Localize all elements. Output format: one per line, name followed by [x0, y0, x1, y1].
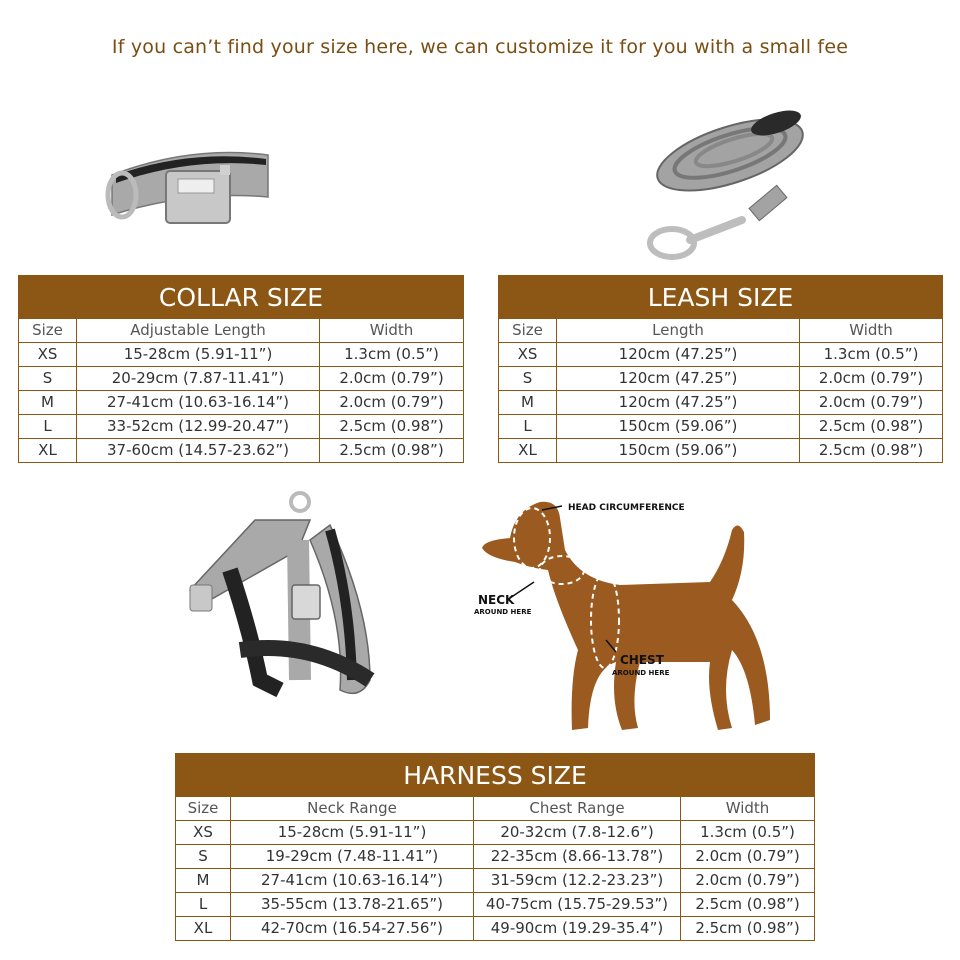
size-cell: XL: [176, 917, 231, 941]
neck-cell: 15-28cm (5.91-11”): [231, 821, 474, 845]
size-cell: L: [499, 415, 557, 439]
head-label: HEAD CIRCUMFERENCE: [568, 503, 685, 513]
width-cell: 2.0cm (0.79”): [800, 367, 943, 391]
length-cell: 33-52cm (12.99-20.47”): [77, 415, 320, 439]
length-cell: 37-60cm (14.57-23.62”): [77, 439, 320, 463]
neck-cell: 27-41cm (10.63-16.14”): [231, 869, 474, 893]
size-cell: XS: [499, 343, 557, 367]
table-row: [19, 415, 464, 439]
length-cell: 150cm (59.06”): [557, 415, 800, 439]
length-cell: 15-28cm (5.91-11”): [77, 343, 320, 367]
width-cell: 2.5cm (0.98”): [800, 439, 943, 463]
harness-header-chest: Chest Range: [474, 797, 681, 821]
length-cell: 20-29cm (7.87-11.41”): [77, 367, 320, 391]
table-row: [19, 367, 464, 391]
size-cell: XS: [19, 343, 77, 367]
width-cell: 2.5cm (0.98”): [800, 415, 943, 439]
width-cell: 1.3cm (0.5”): [681, 821, 815, 845]
leash-header-length: Length: [557, 319, 800, 343]
length-cell: 120cm (47.25”): [557, 343, 800, 367]
size-cell: M: [19, 391, 77, 415]
table-row: [499, 415, 943, 439]
collar-image: [100, 135, 280, 235]
neck-cell: 42-70cm (16.54-27.56”): [231, 917, 474, 941]
width-cell: 2.5cm (0.98”): [320, 415, 464, 439]
length-cell: 120cm (47.25”): [557, 367, 800, 391]
width-cell: 2.0cm (0.79”): [320, 367, 464, 391]
length-cell: 120cm (47.25”): [557, 391, 800, 415]
chest-cell: 31-59cm (12.2-23.23”): [474, 869, 681, 893]
table-row: [19, 439, 464, 463]
table-row: [176, 893, 815, 917]
width-cell: 2.5cm (0.98”): [681, 917, 815, 941]
width-cell: 2.0cm (0.79”): [320, 391, 464, 415]
harness-header-size: Size: [176, 797, 231, 821]
length-cell: 150cm (59.06”): [557, 439, 800, 463]
width-cell: 1.3cm (0.5”): [800, 343, 943, 367]
size-cell: L: [19, 415, 77, 439]
table-row: [499, 439, 943, 463]
table-row: [19, 391, 464, 415]
chest-sub-label: AROUND HERE: [612, 669, 670, 677]
size-cell: XL: [499, 439, 557, 463]
harness-image: [180, 490, 390, 715]
table-row: [499, 391, 943, 415]
width-cell: 2.0cm (0.79”): [681, 869, 815, 893]
harness-table-title: HARNESS SIZE: [176, 754, 815, 797]
collar-header-width: Width: [320, 319, 464, 343]
harness-size-table: [175, 753, 815, 941]
width-cell: 2.0cm (0.79”): [681, 845, 815, 869]
neck-sub-label: AROUND HERE: [474, 608, 532, 616]
size-cell: XS: [176, 821, 231, 845]
chest-cell: 20-32cm (7.8-12.6”): [474, 821, 681, 845]
table-row: [176, 845, 815, 869]
size-cell: S: [176, 845, 231, 869]
collar-table-title: COLLAR SIZE: [19, 276, 464, 319]
harness-header-width: Width: [681, 797, 815, 821]
chest-label: CHEST: [620, 653, 664, 667]
size-cell: M: [176, 869, 231, 893]
chest-cell: 49-90cm (19.29-35.4”): [474, 917, 681, 941]
neck-label: NECK: [478, 593, 515, 607]
chest-cell: 40-75cm (15.75-29.53”): [474, 893, 681, 917]
chest-cell: 22-35cm (8.66-13.78”): [474, 845, 681, 869]
leash-image: [630, 95, 820, 270]
neck-cell: 19-29cm (7.48-11.41”): [231, 845, 474, 869]
harness-header-neck: Neck Range: [231, 797, 474, 821]
table-row: [176, 917, 815, 941]
size-cell: S: [19, 367, 77, 391]
table-row: [19, 343, 464, 367]
size-cell: L: [176, 893, 231, 917]
table-row: [499, 367, 943, 391]
width-cell: 1.3cm (0.5”): [320, 343, 464, 367]
collar-header-length: Adjustable Length: [77, 319, 320, 343]
length-cell: 27-41cm (10.63-16.14”): [77, 391, 320, 415]
collar-size-table: [18, 275, 464, 463]
width-cell: 2.0cm (0.79”): [800, 391, 943, 415]
leash-size-table: [498, 275, 943, 463]
size-cell: S: [499, 367, 557, 391]
width-cell: 2.5cm (0.98”): [320, 439, 464, 463]
leash-table-title: LEASH SIZE: [499, 276, 943, 319]
leash-header-size: Size: [499, 319, 557, 343]
width-cell: 2.5cm (0.98”): [681, 893, 815, 917]
table-row: [176, 869, 815, 893]
dog-measure-image: [470, 490, 790, 740]
size-cell: XL: [19, 439, 77, 463]
neck-cell: 35-55cm (13.78-21.65”): [231, 893, 474, 917]
collar-header-size: Size: [19, 319, 77, 343]
size-cell: M: [499, 391, 557, 415]
leash-header-width: Width: [800, 319, 943, 343]
custom-size-note: If you can’t find your size here, we can customize it for you with a small fee: [111, 36, 849, 58]
table-row: [176, 821, 815, 845]
table-row: [499, 343, 943, 367]
